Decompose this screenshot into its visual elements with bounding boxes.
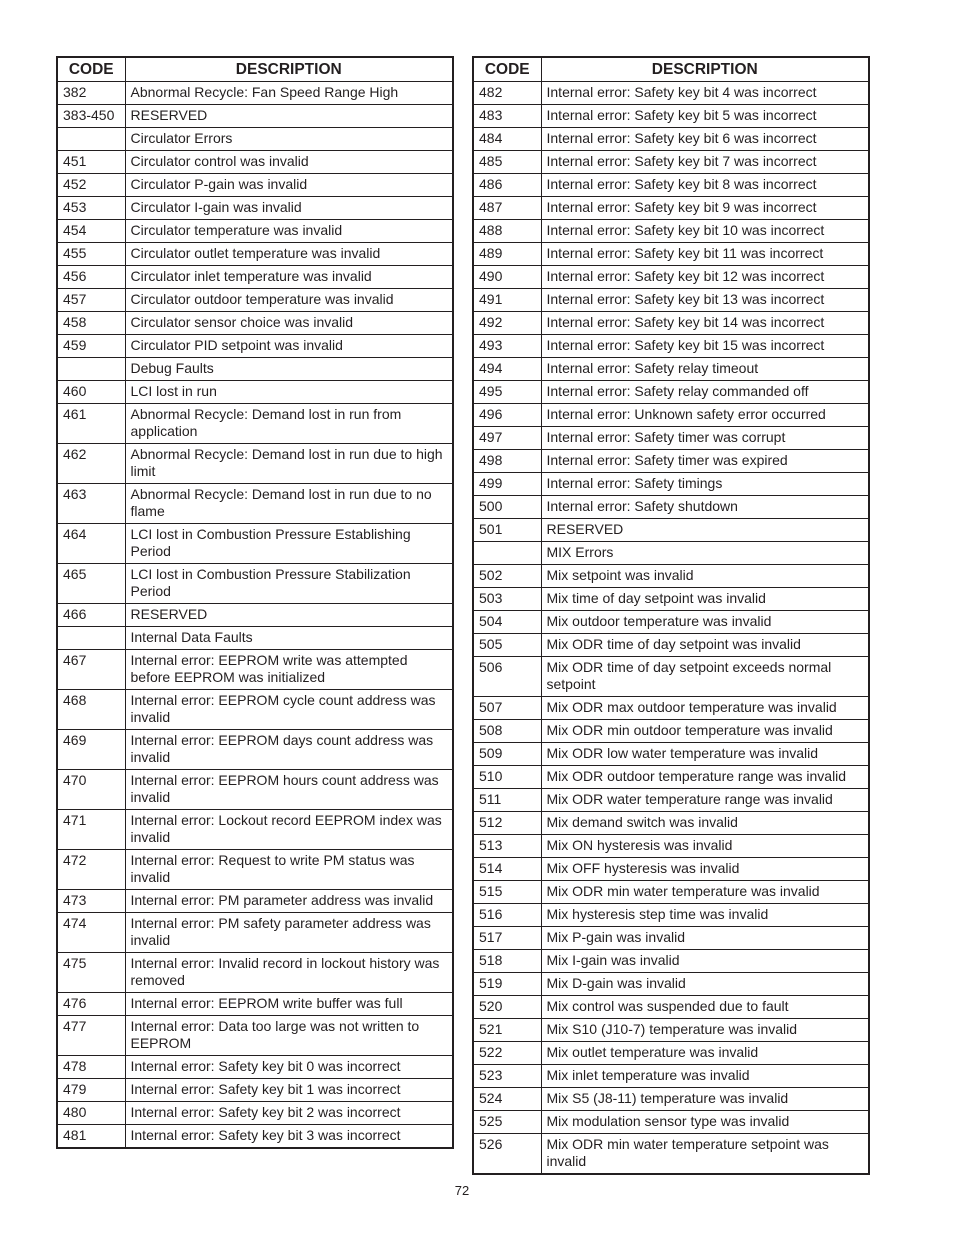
description-cell: Abnormal Recycle: Demand lost in run due to no flame bbox=[125, 484, 453, 524]
table-row bbox=[473, 128, 869, 151]
description-cell: Mix ODR min water temperature was invalid bbox=[541, 881, 869, 904]
description-cell: Internal error: Unknown safety error occurred bbox=[541, 404, 869, 427]
code-cell: 461 bbox=[57, 404, 125, 444]
description-cell: Internal error: Safety key bit 6 was incorrect bbox=[541, 128, 869, 151]
code-cell: 498 bbox=[473, 450, 541, 473]
code-cell: 456 bbox=[57, 266, 125, 289]
table-row bbox=[473, 105, 869, 128]
section-heading-row bbox=[57, 358, 453, 381]
code-cell: 474 bbox=[57, 913, 125, 953]
table-row bbox=[473, 766, 869, 789]
description-cell: Mix demand switch was invalid bbox=[541, 812, 869, 835]
table-row bbox=[57, 266, 453, 289]
code-cell: 497 bbox=[473, 427, 541, 450]
table-row bbox=[473, 1111, 869, 1134]
table-row bbox=[473, 1042, 869, 1065]
code-cell bbox=[57, 128, 125, 151]
code-cell: 494 bbox=[473, 358, 541, 381]
table-row bbox=[473, 812, 869, 835]
table-row bbox=[473, 496, 869, 519]
fault-code-table-left bbox=[56, 56, 454, 1149]
description-cell: Mix S10 (J10-7) temperature was invalid bbox=[541, 1019, 869, 1042]
code-cell bbox=[57, 627, 125, 650]
description-cell: Mix ODR low water temperature was invalid bbox=[541, 743, 869, 766]
code-cell: 471 bbox=[57, 810, 125, 850]
table-header-row bbox=[57, 57, 453, 82]
code-cell: 510 bbox=[473, 766, 541, 789]
code-cell: 469 bbox=[57, 730, 125, 770]
description-column-header: DESCRIPTION bbox=[125, 57, 453, 82]
description-cell: Mix P-gain was invalid bbox=[541, 927, 869, 950]
description-cell: Circulator I-gain was invalid bbox=[125, 197, 453, 220]
code-cell: 483 bbox=[473, 105, 541, 128]
table-row bbox=[473, 220, 869, 243]
code-cell: 505 bbox=[473, 634, 541, 657]
description-cell: Internal error: Safety key bit 13 was incorrect bbox=[541, 289, 869, 312]
description-cell: Mix setpoint was invalid bbox=[541, 565, 869, 588]
table-row bbox=[473, 358, 869, 381]
description-cell: Mix I-gain was invalid bbox=[541, 950, 869, 973]
table-row bbox=[57, 243, 453, 266]
code-cell: 520 bbox=[473, 996, 541, 1019]
code-cell: 473 bbox=[57, 890, 125, 913]
table-row bbox=[57, 850, 453, 890]
code-cell: 492 bbox=[473, 312, 541, 335]
description-cell: Internal error: Data too large was not written to EEPROM bbox=[125, 1016, 453, 1056]
code-cell: 496 bbox=[473, 404, 541, 427]
table-row bbox=[473, 174, 869, 197]
code-cell: 482 bbox=[473, 82, 541, 105]
code-cell: 499 bbox=[473, 473, 541, 496]
description-cell: Internal error: Safety key bit 5 was incorrect bbox=[541, 105, 869, 128]
table-row bbox=[473, 427, 869, 450]
code-cell: 495 bbox=[473, 381, 541, 404]
table-row bbox=[473, 289, 869, 312]
description-cell: Internal error: Safety key bit 9 was incorrect bbox=[541, 197, 869, 220]
description-cell: Mix ON hysteresis was invalid bbox=[541, 835, 869, 858]
description-cell: Internal error: Safety timings bbox=[541, 473, 869, 496]
description-cell: Circulator sensor choice was invalid bbox=[125, 312, 453, 335]
description-cell: Mix OFF hysteresis was invalid bbox=[541, 858, 869, 881]
description-cell: Circulator control was invalid bbox=[125, 151, 453, 174]
code-cell: 481 bbox=[57, 1125, 125, 1149]
description-cell: Internal error: Safety relay timeout bbox=[541, 358, 869, 381]
code-cell: 489 bbox=[473, 243, 541, 266]
table-row bbox=[57, 650, 453, 690]
code-cell: 504 bbox=[473, 611, 541, 634]
code-cell: 493 bbox=[473, 335, 541, 358]
code-cell: 382 bbox=[57, 82, 125, 105]
code-cell: 457 bbox=[57, 289, 125, 312]
description-cell: Mix ODR min outdoor temperature was invalid bbox=[541, 720, 869, 743]
table-row bbox=[57, 1125, 453, 1149]
table-row bbox=[57, 220, 453, 243]
table-row bbox=[57, 82, 453, 105]
code-cell: 451 bbox=[57, 151, 125, 174]
description-cell: Circulator outdoor temperature was invalid bbox=[125, 289, 453, 312]
description-cell: Internal error: Safety timer was expired bbox=[541, 450, 869, 473]
code-cell: 491 bbox=[473, 289, 541, 312]
description-cell: Mix S5 (J8-11) temperature was invalid bbox=[541, 1088, 869, 1111]
code-cell: 458 bbox=[57, 312, 125, 335]
table-row bbox=[473, 335, 869, 358]
description-cell: Internal error: Safety key bit 11 was incorrect bbox=[541, 243, 869, 266]
table-row bbox=[473, 1134, 869, 1175]
table-row bbox=[57, 953, 453, 993]
table-row bbox=[473, 381, 869, 404]
table-row bbox=[57, 810, 453, 850]
table-row bbox=[57, 564, 453, 604]
code-cell: 465 bbox=[57, 564, 125, 604]
table-row bbox=[57, 1016, 453, 1056]
code-cell: 452 bbox=[57, 174, 125, 197]
code-cell: 477 bbox=[57, 1016, 125, 1056]
code-cell: 487 bbox=[473, 197, 541, 220]
description-cell: Internal error: Safety key bit 10 was incorrect bbox=[541, 220, 869, 243]
table-row bbox=[57, 151, 453, 174]
table-row bbox=[57, 730, 453, 770]
description-cell: Internal error: EEPROM days count address was invalid bbox=[125, 730, 453, 770]
description-cell: Internal error: Lockout record EEPROM index was invalid bbox=[125, 810, 453, 850]
code-cell: 502 bbox=[473, 565, 541, 588]
code-cell: 501 bbox=[473, 519, 541, 542]
code-cell: 463 bbox=[57, 484, 125, 524]
description-cell: Internal error: Safety key bit 7 was incorrect bbox=[541, 151, 869, 174]
table-row bbox=[57, 105, 453, 128]
code-cell: 486 bbox=[473, 174, 541, 197]
code-cell: 511 bbox=[473, 789, 541, 812]
description-cell: Internal error: Safety key bit 12 was incorrect bbox=[541, 266, 869, 289]
description-cell: Abnormal Recycle: Demand lost in run due to high limit bbox=[125, 444, 453, 484]
table-row bbox=[473, 565, 869, 588]
code-cell: 475 bbox=[57, 953, 125, 993]
description-cell: Internal error: EEPROM cycle count address was invalid bbox=[125, 690, 453, 730]
table-row bbox=[473, 473, 869, 496]
description-cell: Internal error: Safety key bit 0 was incorrect bbox=[125, 1056, 453, 1079]
code-column-header: CODE bbox=[57, 57, 125, 82]
description-cell: Mix ODR time of day setpoint was invalid bbox=[541, 634, 869, 657]
section-heading-row bbox=[57, 627, 453, 650]
description-cell: Mix control was suspended due to fault bbox=[541, 996, 869, 1019]
table-row bbox=[57, 404, 453, 444]
table-row bbox=[57, 197, 453, 220]
table-row bbox=[57, 890, 453, 913]
table-row bbox=[473, 588, 869, 611]
table-row bbox=[57, 604, 453, 627]
table-row bbox=[57, 524, 453, 564]
code-cell: 524 bbox=[473, 1088, 541, 1111]
table-row bbox=[57, 993, 453, 1016]
code-cell: 479 bbox=[57, 1079, 125, 1102]
table-row bbox=[473, 312, 869, 335]
table-row bbox=[473, 611, 869, 634]
table-row bbox=[473, 720, 869, 743]
table-row bbox=[473, 519, 869, 542]
table-row bbox=[473, 835, 869, 858]
description-cell: Internal error: PM parameter address was invalid bbox=[125, 890, 453, 913]
table-row bbox=[473, 1088, 869, 1111]
table-row bbox=[57, 1079, 453, 1102]
code-cell: 522 bbox=[473, 1042, 541, 1065]
description-cell: RESERVED bbox=[125, 105, 453, 128]
description-cell: Internal error: Safety key bit 1 was incorrect bbox=[125, 1079, 453, 1102]
table-row bbox=[473, 904, 869, 927]
table-row bbox=[473, 1019, 869, 1042]
description-cell: Mix ODR max outdoor temperature was invalid bbox=[541, 697, 869, 720]
table-row bbox=[57, 381, 453, 404]
table-row bbox=[473, 634, 869, 657]
code-cell: 478 bbox=[57, 1056, 125, 1079]
description-cell: Internal error: Safety key bit 8 was incorrect bbox=[541, 174, 869, 197]
code-cell: 472 bbox=[57, 850, 125, 890]
description-cell: Mix ODR outdoor temperature range was invalid bbox=[541, 766, 869, 789]
code-cell: 484 bbox=[473, 128, 541, 151]
table-row bbox=[57, 444, 453, 484]
description-cell: Internal error: Request to write PM status was invalid bbox=[125, 850, 453, 890]
code-cell: 525 bbox=[473, 1111, 541, 1134]
description-cell: Internal error: Safety key bit 3 was incorrect bbox=[125, 1125, 453, 1149]
code-cell: 468 bbox=[57, 690, 125, 730]
code-cell: 514 bbox=[473, 858, 541, 881]
table-row bbox=[57, 690, 453, 730]
code-cell: 480 bbox=[57, 1102, 125, 1125]
code-cell: 523 bbox=[473, 1065, 541, 1088]
description-cell: Internal error: Safety key bit 2 was incorrect bbox=[125, 1102, 453, 1125]
code-cell: 503 bbox=[473, 588, 541, 611]
table-row bbox=[57, 335, 453, 358]
table-row bbox=[57, 770, 453, 810]
description-cell: Internal error: Invalid record in lockout history was removed bbox=[125, 953, 453, 993]
code-cell: 516 bbox=[473, 904, 541, 927]
code-cell: 518 bbox=[473, 950, 541, 973]
code-cell: 509 bbox=[473, 743, 541, 766]
code-cell: 519 bbox=[473, 973, 541, 996]
description-cell: LCI lost in Combustion Pressure Establishing Period bbox=[125, 524, 453, 564]
section-heading: Internal Data Faults bbox=[125, 627, 453, 650]
description-cell: RESERVED bbox=[125, 604, 453, 627]
table-header-row bbox=[473, 57, 869, 82]
table-row bbox=[473, 996, 869, 1019]
description-column-header: DESCRIPTION bbox=[541, 57, 869, 82]
table-row bbox=[473, 789, 869, 812]
description-cell: Circulator inlet temperature was invalid bbox=[125, 266, 453, 289]
table-row bbox=[473, 881, 869, 904]
table-row bbox=[473, 927, 869, 950]
description-cell: Mix outdoor temperature was invalid bbox=[541, 611, 869, 634]
table-row bbox=[57, 1056, 453, 1079]
table-row bbox=[473, 450, 869, 473]
page-number: 72 bbox=[454, 1183, 470, 1198]
description-cell: Circulator PID setpoint was invalid bbox=[125, 335, 453, 358]
description-cell: Mix time of day setpoint was invalid bbox=[541, 588, 869, 611]
code-cell: 521 bbox=[473, 1019, 541, 1042]
table-row bbox=[473, 743, 869, 766]
description-cell: Internal error: Safety key bit 4 was incorrect bbox=[541, 82, 869, 105]
section-heading-row bbox=[473, 542, 869, 565]
code-cell: 526 bbox=[473, 1134, 541, 1175]
code-cell: 460 bbox=[57, 381, 125, 404]
code-cell: 513 bbox=[473, 835, 541, 858]
description-cell: Abnormal Recycle: Fan Speed Range High bbox=[125, 82, 453, 105]
table-row bbox=[57, 1102, 453, 1125]
table-row bbox=[473, 243, 869, 266]
fault-code-table-right bbox=[472, 56, 870, 1175]
section-heading-row bbox=[57, 128, 453, 151]
table-row bbox=[57, 484, 453, 524]
section-heading: Circulator Errors bbox=[125, 128, 453, 151]
table-row bbox=[57, 174, 453, 197]
table-row bbox=[57, 312, 453, 335]
code-cell: 500 bbox=[473, 496, 541, 519]
description-cell: Mix D-gain was invalid bbox=[541, 973, 869, 996]
description-cell: Circulator outlet temperature was invalid bbox=[125, 243, 453, 266]
table-row bbox=[473, 697, 869, 720]
code-cell: 508 bbox=[473, 720, 541, 743]
code-cell: 467 bbox=[57, 650, 125, 690]
table-row bbox=[473, 266, 869, 289]
description-cell: Mix outlet temperature was invalid bbox=[541, 1042, 869, 1065]
table-row bbox=[473, 82, 869, 105]
description-cell: Circulator temperature was invalid bbox=[125, 220, 453, 243]
code-cell: 485 bbox=[473, 151, 541, 174]
description-cell: Internal error: Safety relay commanded off bbox=[541, 381, 869, 404]
description-cell: LCI lost in Combustion Pressure Stabilization Period bbox=[125, 564, 453, 604]
code-cell: 512 bbox=[473, 812, 541, 835]
table-row bbox=[473, 151, 869, 174]
code-cell: 470 bbox=[57, 770, 125, 810]
code-cell: 490 bbox=[473, 266, 541, 289]
code-cell: 476 bbox=[57, 993, 125, 1016]
table-row bbox=[57, 289, 453, 312]
description-cell: Mix ODR time of day setpoint exceeds normal setpoint bbox=[541, 657, 869, 697]
code-cell: 454 bbox=[57, 220, 125, 243]
code-cell: 453 bbox=[57, 197, 125, 220]
description-cell: Internal error: Safety timer was corrupt bbox=[541, 427, 869, 450]
code-cell bbox=[57, 358, 125, 381]
description-cell: Mix inlet temperature was invalid bbox=[541, 1065, 869, 1088]
table-row bbox=[57, 913, 453, 953]
code-cell: 515 bbox=[473, 881, 541, 904]
description-cell: LCI lost in run bbox=[125, 381, 453, 404]
table-row bbox=[473, 1065, 869, 1088]
description-cell: Internal error: Safety shutdown bbox=[541, 496, 869, 519]
table-row bbox=[473, 950, 869, 973]
description-cell: Internal error: EEPROM write was attempted before EEPROM was initialized bbox=[125, 650, 453, 690]
code-cell: 506 bbox=[473, 657, 541, 697]
description-cell: Mix ODR min water temperature setpoint was invalid bbox=[541, 1134, 869, 1175]
section-heading: MIX Errors bbox=[541, 542, 869, 565]
code-column-header: CODE bbox=[473, 57, 541, 82]
code-cell: 517 bbox=[473, 927, 541, 950]
code-cell: 488 bbox=[473, 220, 541, 243]
description-cell: Internal error: PM safety parameter address was invalid bbox=[125, 913, 453, 953]
code-cell: 455 bbox=[57, 243, 125, 266]
table-row bbox=[473, 197, 869, 220]
code-cell: 459 bbox=[57, 335, 125, 358]
code-cell bbox=[473, 542, 541, 565]
table-row bbox=[473, 657, 869, 697]
description-cell: Mix modulation sensor type was invalid bbox=[541, 1111, 869, 1134]
table-row bbox=[473, 404, 869, 427]
code-cell: 466 bbox=[57, 604, 125, 627]
description-cell: RESERVED bbox=[541, 519, 869, 542]
code-cell: 464 bbox=[57, 524, 125, 564]
section-heading: Debug Faults bbox=[125, 358, 453, 381]
description-cell: Mix hysteresis step time was invalid bbox=[541, 904, 869, 927]
description-cell: Internal error: Safety key bit 14 was incorrect bbox=[541, 312, 869, 335]
description-cell: Internal error: EEPROM hours count address was invalid bbox=[125, 770, 453, 810]
table-row bbox=[473, 858, 869, 881]
code-cell: 383-450 bbox=[57, 105, 125, 128]
description-cell: Internal error: EEPROM write buffer was full bbox=[125, 993, 453, 1016]
code-cell: 507 bbox=[473, 697, 541, 720]
description-cell: Abnormal Recycle: Demand lost in run from application bbox=[125, 404, 453, 444]
description-cell: Internal error: Safety key bit 15 was incorrect bbox=[541, 335, 869, 358]
table-row bbox=[473, 973, 869, 996]
description-cell: Circulator P-gain was invalid bbox=[125, 174, 453, 197]
code-cell: 462 bbox=[57, 444, 125, 484]
description-cell: Mix ODR water temperature range was invalid bbox=[541, 789, 869, 812]
